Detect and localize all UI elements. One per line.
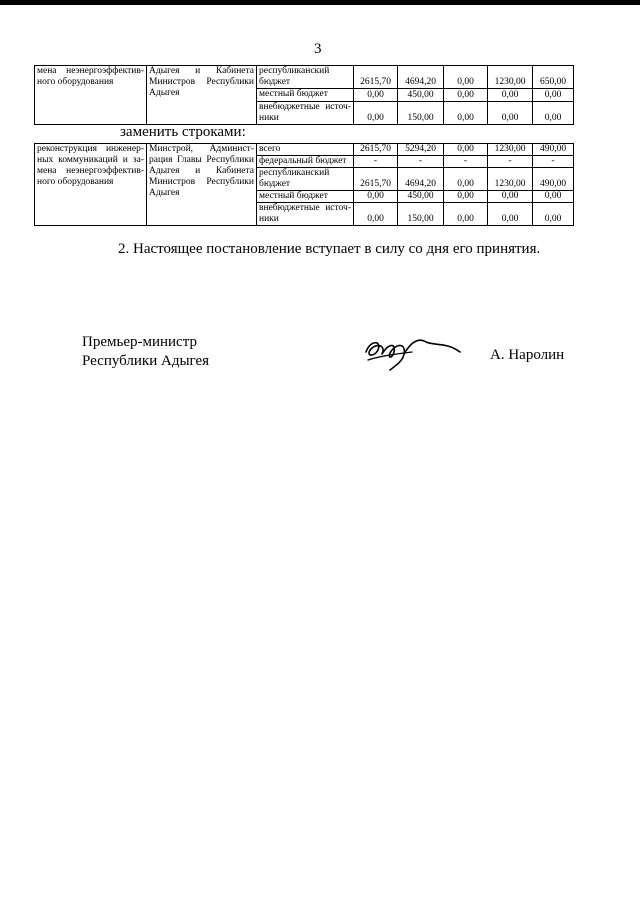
value-cell: 490,00 — [533, 144, 574, 156]
executor-cell — [147, 144, 257, 226]
funding-source-line: ники — [259, 113, 279, 123]
value-cell: - — [398, 156, 444, 168]
executor-line: Адыгея — [149, 188, 180, 198]
page-number: 3 — [314, 41, 322, 57]
signatory-title-line2: Республики Адыгея — [82, 353, 210, 369]
executor-line: Министров Республики — [149, 77, 254, 87]
signatory-title-line1: Премьер-министр — [82, 334, 197, 350]
value-cell: 0,00 — [488, 102, 533, 125]
value-cell: 0,00 — [444, 66, 488, 89]
program-table-original — [34, 65, 574, 125]
table-row — [35, 66, 574, 89]
funding-source-cell — [257, 89, 354, 102]
executor-line: Адыгея и Кабинета — [149, 166, 254, 176]
value-cell: 450,00 — [398, 191, 444, 203]
value-cell: 0,00 — [354, 203, 398, 226]
value-cell: 2615,70 — [354, 66, 398, 89]
activity-cell — [35, 144, 147, 226]
funding-source-line: федеральный бюджет — [259, 156, 347, 166]
value-cell: 0,00 — [354, 102, 398, 125]
funding-source-line: местный бюджет — [259, 191, 328, 201]
value-cell: 150,00 — [398, 203, 444, 226]
value-cell: 150,00 — [398, 102, 444, 125]
value-cell: 0,00 — [444, 203, 488, 226]
funding-source-line: всего — [259, 144, 281, 154]
funding-source-cell — [257, 144, 354, 156]
funding-source-cell — [257, 191, 354, 203]
value-cell: 0,00 — [444, 191, 488, 203]
program-table-replacement — [34, 143, 574, 226]
value-cell: 0,00 — [444, 144, 488, 156]
executor-line: Адыгея — [149, 88, 180, 98]
value-cell: 0,00 — [444, 102, 488, 125]
value-cell: - — [533, 156, 574, 168]
activity-line: реконструкция инженер- — [37, 144, 144, 154]
value-cell: 0,00 — [488, 89, 533, 102]
executor-line: рация Главы Республики — [149, 155, 254, 165]
clause-2-text: 2. Настоящее постановление вступает в силу со дня его принятия. — [118, 241, 541, 257]
value-cell: - — [488, 156, 533, 168]
funding-source-line: ники — [259, 214, 279, 224]
funding-source-cell — [257, 168, 354, 191]
value-cell: 0,00 — [488, 191, 533, 203]
value-cell: 0,00 — [354, 89, 398, 102]
funding-source-line: республиканский — [259, 66, 330, 76]
value-cell: 650,00 — [533, 66, 574, 89]
value-cell: 1230,00 — [488, 168, 533, 191]
value-cell: 2615,70 — [354, 168, 398, 191]
table-row — [35, 144, 574, 156]
value-cell: 2615,70 — [354, 144, 398, 156]
value-cell: - — [444, 156, 488, 168]
value-cell: - — [354, 156, 398, 168]
value-cell: 0,00 — [533, 89, 574, 102]
funding-source-cell — [257, 66, 354, 89]
value-cell: 490,00 — [533, 168, 574, 191]
funding-source-cell — [257, 203, 354, 226]
value-cell: 4694,20 — [398, 168, 444, 191]
executor-line: Министров Республики — [149, 177, 254, 187]
value-cell: 0,00 — [533, 203, 574, 226]
value-cell: 5294,20 — [398, 144, 444, 156]
value-cell: 0,00 — [533, 191, 574, 203]
funding-source-cell — [257, 156, 354, 168]
value-cell: 450,00 — [398, 89, 444, 102]
value-cell: 0,00 — [488, 203, 533, 226]
funding-source-line: внебюджетные источ- — [259, 102, 351, 112]
executor-line: Минстрой, Админист- — [149, 144, 254, 154]
value-cell: 1230,00 — [488, 66, 533, 89]
top-border-bar — [0, 0, 640, 5]
activity-line: ного оборудования — [37, 77, 114, 87]
signatory-title — [82, 333, 209, 371]
value-cell: 1230,00 — [488, 144, 533, 156]
replace-with-rows-label: заменить строками: — [120, 124, 246, 140]
handwritten-signature — [360, 330, 470, 372]
activity-line: ных коммуникаций и за- — [37, 155, 144, 165]
value-cell: 0,00 — [444, 89, 488, 102]
value-cell: 0,00 — [354, 191, 398, 203]
funding-source-line: республиканский — [259, 168, 330, 178]
activity-line: мена неэнергоэффектив- — [37, 66, 144, 76]
signatory-name: А. Наролин — [490, 347, 565, 363]
executor-cell — [147, 66, 257, 125]
value-cell: 4694,20 — [398, 66, 444, 89]
activity-line: ного оборудования — [37, 177, 114, 187]
executor-line: Адыгея и Кабинета — [149, 66, 254, 76]
funding-source-line: бюджет — [259, 77, 291, 87]
funding-source-cell — [257, 102, 354, 125]
value-cell: 0,00 — [533, 102, 574, 125]
funding-source-line: местный бюджет — [259, 89, 328, 99]
activity-line: мена неэнергоэффектив- — [37, 166, 144, 176]
funding-source-line: внебюджетные источ- — [259, 203, 351, 213]
value-cell: 0,00 — [444, 168, 488, 191]
funding-source-line: бюджет — [259, 179, 291, 189]
activity-cell — [35, 66, 147, 125]
